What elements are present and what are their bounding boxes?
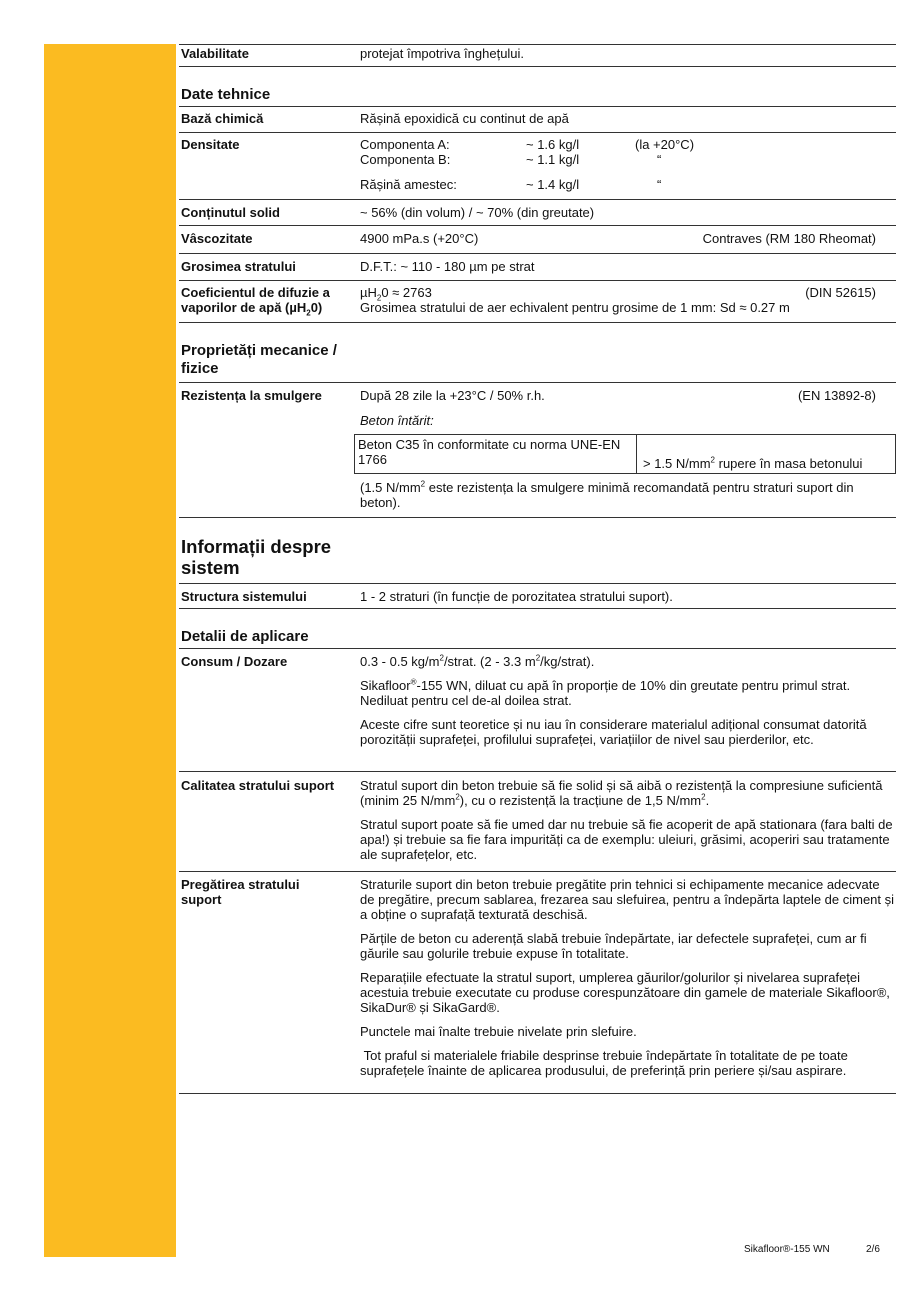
footer-page-number: 2/6 [866, 1244, 880, 1255]
value-pregatirea [360, 876, 896, 1082]
label-pregatirea: Pregătirea stratului suport [181, 877, 300, 907]
rezistenta-conditions: După 28 zile la +23°C / 50% r.h. [360, 388, 545, 403]
densitate-line [360, 152, 896, 167]
inner-table-cell-standard: Beton C35 în conformitate cu norma UNE-EN 1766 [355, 435, 637, 473]
calitatea-paragraph: Stratul suport poate să fie umed dar nu trebuie să fie acoperit de apă stationara (fara balti de apa!) și trebuie sa fie fara impurități ca de exemplu: uleiuri, grăsimi, acoperiri sau tratamente ale suprafețelor, etc. [360, 817, 893, 862]
value-valabilitate: protejat împotriva înghețului. [360, 46, 525, 61]
density-note: (la +20°C) [635, 137, 695, 152]
value-calitatea [360, 777, 896, 866]
densitate-line [360, 137, 896, 152]
densitate-line [360, 177, 896, 192]
rezistenta-line1 [360, 388, 896, 413]
row-consum [179, 649, 896, 771]
value-structura: 1 - 2 straturi (în funcție de porozitatea stratului suport). [360, 589, 673, 604]
row-densitate [179, 133, 896, 199]
density-component-name: Componenta B: [360, 152, 451, 167]
consum-paragraph: Aceste cifre sunt teoretice și nu iau în considerare materialul adițional consumat datorită porozității suprafeței, profilului suprafeței, variațiilor de nivel sau pierderilor, etc. [360, 717, 867, 747]
value-densitate [360, 136, 896, 192]
section-title-date-tehnice: Date tehnice [181, 86, 271, 103]
density-component-name: Rășină amestec: [360, 177, 457, 192]
row-valabilitate [179, 45, 896, 66]
difuzie-standard: (DIN 52615) [805, 285, 876, 300]
row-grosimea [179, 254, 896, 280]
divider [179, 1093, 896, 1094]
sidebar-color-band [44, 44, 176, 1257]
density-value: ~ 1.1 kg/l [526, 152, 580, 167]
value-grosimea: D.F.T.: ~ 110 - 180 µm pe strat [360, 259, 535, 274]
row-difuzie [179, 281, 896, 322]
density-note: “ [657, 152, 662, 167]
pregatirea-paragraph: Tot praful si materialele friabile desprinse trebuie îndepărtate în totalitate de pe toate suprafețele înainte de aplicarea produsului, de preferință prin periere și/sau aspirare. [360, 1048, 852, 1078]
pregatirea-paragraph: Părțile de beton cu aderență slabă trebuie îndepărtate, iar defectele suprafeței, cum ar fi găurile sau golurile trebuie expuse în totalitate. [360, 931, 867, 961]
footer-product-name: Sikafloor®-155 WN [744, 1244, 830, 1255]
rezistenta-note: (1.5 $N/mm^2$ este rezistența la smulgere minimă recomandată pentru straturi suport din beton). [360, 479, 854, 510]
label-difuzie [179, 284, 360, 318]
label-difuzie-line1: Coeficientul de difuzie a [181, 285, 330, 300]
pregatirea-paragraph: Straturile suport din beton trebuie pregătite prin tehnici si echipamente mecanice adecvate de pregătire, precum sablarea, frezarea sau slefuirea, pentru a îndepărta laptele de ciment și a obține o suprafață texturată deschisă. [360, 877, 895, 922]
label-consum: Consum / Dozare [181, 654, 288, 669]
label-baza-chimica: Bază chimică [181, 111, 264, 126]
row-rezistenta [179, 383, 896, 517]
row-baza-chimica [179, 107, 896, 132]
label-vascozitate: Vâscozitate [181, 231, 253, 246]
value-vascozitate [360, 230, 896, 246]
vascozitate-value: 4900 mPa.s (+20°C) [360, 231, 479, 246]
document-content [179, 44, 896, 1094]
value-baza-chimica: Rășină epoxidică cu continut de apă [360, 111, 569, 126]
label-grosimea: Grosimea stratului [181, 259, 296, 274]
row-vascozitate [179, 226, 896, 253]
consum-paragraph: Sikafloor®-155 WN, diluat cu apă în proporție de 10% din greutate pentru primul strat. Nediluat pentru cel de-al doilea strat. [360, 677, 851, 708]
section-title-informatii: Informații despre sistem [181, 536, 332, 578]
calitatea-paragraph: Stratul suport din beton trebuie să fie solid și să aibă o rezistență la compresiune suficientă (minim 25 $N/mm^2$), cu o rezistență la tracțiune de 1,5 $N/mm^2$. [360, 778, 883, 808]
difuzie-line1 [360, 285, 896, 303]
rezistenta-standard: (EN 13892-8) [797, 388, 876, 403]
value-consum [360, 653, 896, 751]
value-continut-solid: ~ 56% (din volum) / ~ 70% (din greutate) [360, 205, 595, 220]
density-value: ~ 1.6 kg/l [526, 137, 580, 152]
row-continut-solid [179, 200, 896, 225]
difuzie-line2: Grosimea stratului de aer echivalent pentru grosime de 1 mm: Sd ≈ 0.27 m [360, 300, 790, 315]
label-valabilitate: Valabilitate [181, 46, 249, 61]
label-difuzie-line2: vaporilor de apă (µH$_2$0) [181, 300, 323, 318]
rezistenta-inner-table [354, 434, 896, 474]
vascozitate-method: Contraves (RM 180 Rheomat) [702, 231, 876, 246]
section-title-proprietati: Proprietăți mecanice / fizice [181, 342, 337, 377]
label-structura: Structura sistemului [181, 589, 307, 604]
consum-paragraph: 0.3 - 0.5 $kg/m^2$/strat. (2 - 3.3 $m^2/kg/strat$). [360, 653, 595, 669]
pregatirea-paragraph: Punctele mai înalte trebuie nivelate prin slefuire. [360, 1024, 637, 1039]
row-calitatea [179, 772, 896, 871]
inner-table-cell-result: > 1.5 $N/mm^2$ rupere în masa betonului [643, 455, 863, 471]
label-calitatea: Calitatea stratului suport [181, 778, 335, 793]
density-value: ~ 1.4 kg/l [526, 177, 580, 192]
label-rezistenta: Rezistența la smulgere [181, 388, 322, 403]
label-densitate: Densitate [181, 137, 240, 152]
section-title-detalii: Detalii de aplicare [181, 628, 309, 645]
value-difuzie [360, 284, 896, 315]
density-component-name: Componenta A: [360, 137, 450, 152]
pregatirea-paragraph: Reparațiile efectuate la stratul suport, umplerea găurilor/golurilor și nivelarea suprafeței acestuia trebuie executate cu produse corespunzătoare din gamele de materiale Sikafloor®, SikaDur® și SikaGard®. [360, 970, 890, 1015]
value-rezistenta [360, 387, 896, 510]
row-structura [179, 584, 896, 608]
density-note: “ [657, 177, 662, 192]
difuzie-value: µH$_2$0 ≈ 2763 [360, 285, 432, 303]
row-pregatirea [179, 872, 896, 1093]
label-continut-solid: Conținutul solid [181, 205, 280, 220]
rezistenta-subtitle: Beton întărit: [360, 413, 434, 428]
